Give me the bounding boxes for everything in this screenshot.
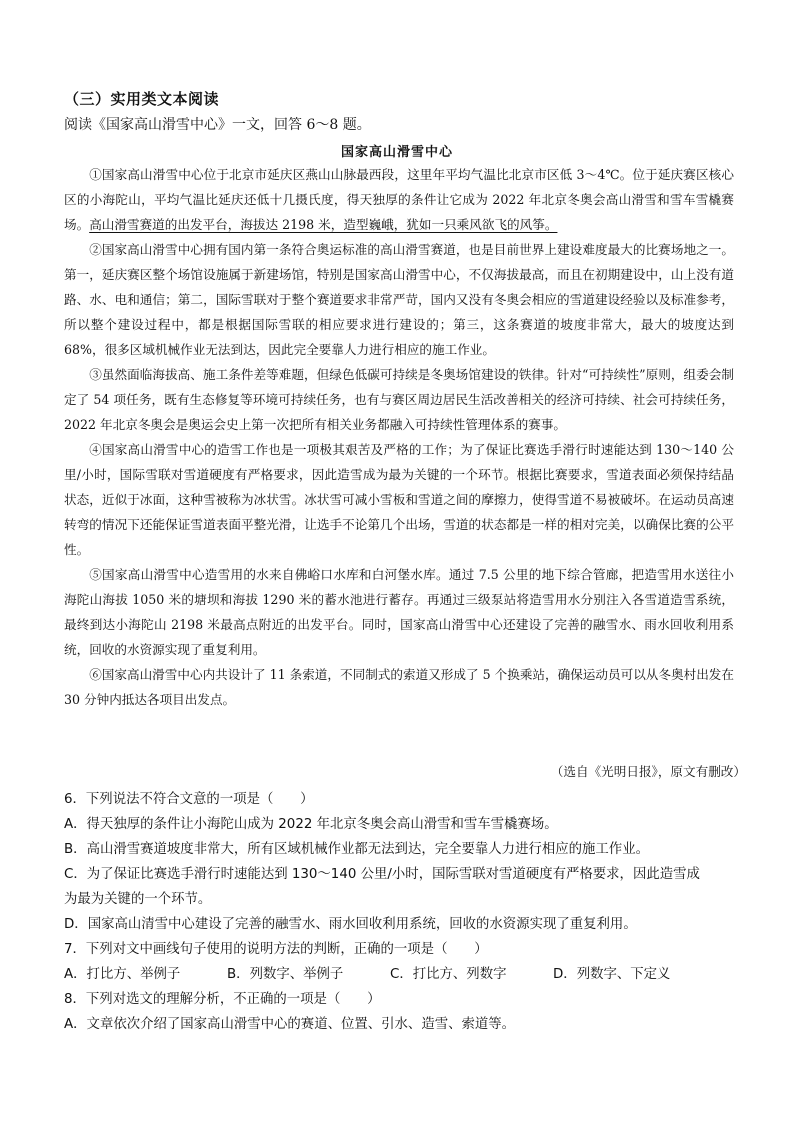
question-7-option-d: D．列数字、下定义 — [553, 967, 671, 982]
question-7-options — [64, 962, 740, 987]
question-6-option-b: B．高山滑雪赛道坡度非常大，所有区域机械作业都无法到达，完全要靠人力进行相应的施工作业。 — [64, 842, 649, 857]
question-6-option-a: A．得天独厚的条件让小海陀山成为 2022 年北京冬奥会高山滑雪和雪车雪橇赛场。 — [64, 817, 558, 832]
questions-section — [64, 787, 740, 1037]
question-7-option-c: C．打比方、列数字 — [390, 967, 507, 982]
paragraph-4: ④国家高山滑雪中心的造雪工作也是一项极其艰苦及严格的工作；为了保证比赛选手滑行时速能达到 130～140 公里/小时，国际雪联对雪道硬度有严格要求，因此造雪成为最为关键的一个环节。根据比赛要求，雪道表面必须保持结晶状态，近似于冰面，这种雪被称为冰状雪。冰状雪可减小雪板和雪道之间的摩擦力，使得雪道不易被破坏。在运动员高速转弯的情况下还能保证雪道表面平整光滑，让选手不论第几个出场，雪道的状态都是一样的相对完美，以确保比赛的公平性。 — [64, 442, 734, 557]
section-title: （三）实用类文本阅读 — [64, 90, 220, 108]
question-7-option-a: A．打比方、举例子 — [64, 967, 181, 982]
paragraph-5: ⑤国家高山滑雪中心造雪用的水来自佛峪口水库和白河堡水库。通过 7.5 公里的地下综合管廊，把造雪用水送往小海陀山海拔 1050 米的塘坝和海拔 1290 米的蓄水池进行蓄存。再通过三级泵站将造雪用水分别注入各雪道造雪系统，最终到达小海陀山 2198 米最高点附近的出发平台。同时，国家高山滑雪中心还建设了完善的融雪水、雨水回收利用系统，回收的水资源实现了重复利用。 — [64, 567, 734, 657]
question-6-option-d: D．国家高山清雪中心建设了完善的融雪水、雨水回收利用系统，回收的水资源实现了重复利用。 — [64, 917, 637, 932]
question-6-option-c-line-1: C．为了保证比赛选手滑行时速能达到 130～140 公里/小时，国际雪联对雪道硬度有严格要求，因此造雪成 — [64, 867, 700, 882]
paragraph-2: ②国家高山滑雪中心拥有国内第一条符合奥运标准的高山滑雪赛道，也是目前世界上建设难度最大的比赛场地之一。第一，延庆赛区整个场馆设施属于新建场馆，特别是国家高山滑雪中心，不仅海拔最高，而且在初期建设中，山上没有道路、水、电和通信；第二，国际雪联对于整个赛道要求非常严苛，国内又没有冬奥会相应的雪道建设经验以及标准参考，所以整个建设过程中，都是根据国际雪联的相应要求进行建设的；第三，这条赛道的坡度非常大，最大的坡度达到 68%，很多区域机械作业无法到达，因此完全要靠人力进行相应的施工作业。 — [64, 242, 734, 357]
paragraph-3: ③虽然面临海拔高、施工条件差等难题，但绿色低碳可持续是冬奥场馆建设的铁律。针对“可持续性”原则，组委会制定了 54 项任务，既有生态修复等环境可持续任务，也有与赛区周边居民生活改善相关的经济可持续、社会可持续任务，2022 年北京冬奥会是奥运会史上第一次把所有相关业务都融入可持续性管理体系的赛事。 — [64, 367, 734, 432]
paragraph-6: ⑥国家高山滑雪中心内共设计了 11 条索道，不同制式的索道又形成了 5 个换乘站，确保运动员可以从冬奥村出发在 30 分钟内抵达各项目出发点。 — [64, 667, 734, 707]
question-7-option-b: B．列数字、举例子 — [227, 967, 344, 982]
question-8: 8．下列对选文的理解分析，不正确的一项是（ ） — [64, 992, 381, 1007]
source-note: （选自《光明日报》，原文有删改） — [550, 764, 746, 779]
paragraph-1-text: ①国家高山滑雪中心位于北京市延庆区燕山山脉最西段，这里年平均气温比北京市区低 3～4℃。位于延庆赛区核心区的小海陀山，平均气温比延庆还低十几摄氏度，得天独厚的条件让它成为 2022 年北京冬奥会高山滑雪和雪车雪橇赛场。 — [64, 167, 734, 232]
article-title: 国家高山滑雪中心 — [340, 145, 453, 160]
instruction-text: 阅读《国家高山滑雪中心》一文，回答 6～8 题。 — [64, 117, 371, 133]
question-6: 6．下列说法不符合文意的一项是（ ） — [64, 792, 314, 807]
question-6-option-c-line-2: 为最为关键的一个环节。 — [64, 892, 212, 907]
article-body — [64, 162, 734, 712]
question-8-option-a: A．文章依次介绍了国家高山滑雪中心的赛道、位置、引水、造雪、索道等。 — [64, 1017, 516, 1032]
paragraph-1 — [64, 162, 734, 237]
underlined-sentence: 高山滑雪赛道的出发平台，海拔达 2198 米，造型巍峨，犹如一只乘风欲飞的风筝。 — [89, 217, 558, 232]
question-7: 7．下列对文中画线句子使用的说明方法的判断，正确的一项是（ ） — [64, 942, 488, 957]
